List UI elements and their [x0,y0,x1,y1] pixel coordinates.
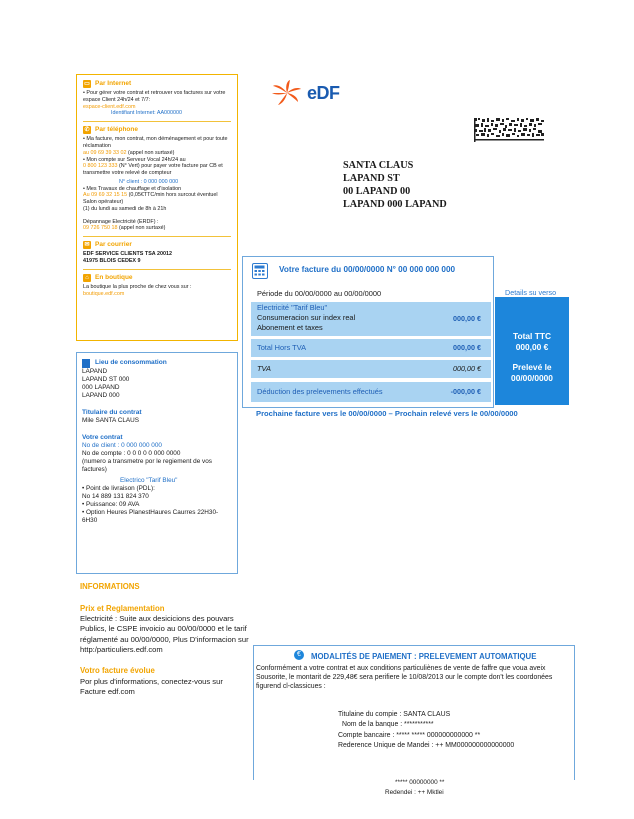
holder-title: Titulaire du contrat [82,409,142,416]
phone-number-1[interactable]: au 09 69 39 33 02 [83,149,127,156]
payment-footer-1: ***** 00000000 ** [395,779,445,786]
details-verso: Details su verso [505,288,557,297]
consumption-address-4: LAPAND 000 [82,392,120,399]
shop-section-title: ⌂ En boutique [83,274,231,282]
total-ht-amount: 000,00 € [453,343,481,352]
tva-amount: 000,00 € [453,364,481,373]
edf-flower-icon [270,80,304,106]
computer-icon: ▭ [84,81,90,88]
internet-identifier: Identifiant Internet: AA000000 [111,110,183,117]
consumption-box [76,352,238,574]
prix-title: Prix et Reglamentation [80,603,165,613]
prelevement-label: Prelevé le [512,362,552,372]
contact-box: ▭ Par Internet • Pour gérer votre contrat et retrouver vos factures sur votre espace Client 24h/24 et 7/7: espace-client.edf.com Identifiant Internet: AA000000 ✆ Par téléphone • Ma facture, mon contrat, mon déménagement et pour toute réclamation au 09 69 39 33 02 (appel non surtaxé) • Mon compte sur Serveur Vocal 24h/24 au 0 800 123 333 (N° Vert) pour payer votre facture par CB et transmettre votre relevé de compteur N° client : 0 000 000 000 • Mes Travaux de chauffage et d'isolation Au 09 69 32 15 15 (0,05€TTC/min hors surcout éventuel Salon opérateur) (1) du lundi au samedi de 8h à 21h Dépannage Electricité (ERDF) : 09 726 750 18 (appel non surtaxé) ✉ Par courrier EDF SERVICE CLIENTS TSA 20012 41975 BLOIS CEDEX 9 ⌂ En boutique La boutique la plus proche de chez vous sur : boutique.edf.com [76,74,238,341]
envelope-icon: ✉ [84,242,90,249]
internet-text: • Pour gérer votre contrat et retrouver vos factures sur votre espace Client 24h/24 et 7/7: [83,90,226,103]
recipient-line-4: LAPAND 000 LAPAND [343,198,447,210]
pdl-number: No 14 889 131 824 370 [82,493,149,501]
account-number: No de compte : 0 0 0 0 0 000 0000 [82,450,181,458]
phone-icon: ✆ [84,127,90,134]
informations-title: INFORMATIONS [80,582,140,591]
next-invoice: Prochaine facture vers le 00/00/0000 – Prochain relevé vers le 00/00/0000 [256,409,518,418]
client-number: N° client : 0 000 000 000 [119,178,179,185]
consumption-address-2: LAPAND ST 000 [82,376,130,383]
payment-footer-2: Redendei : ++ Mktlei [385,788,444,796]
divider [83,236,231,237]
facture-title: Votro facture évolue [80,666,155,676]
total-ttc-label: Total TTC [513,331,551,341]
contract-client-number: No de client : 0 000 000 000 [82,442,162,450]
phone-line-2: • Mon compte sur Serveur Vocal 24h/24 au [83,156,186,163]
total-ht-row [251,339,491,357]
barcode-icon [474,118,544,142]
phone-line-1: • Ma facture, mon contrat, mon déménagement et pour toute réclamation [83,136,228,149]
divider [83,269,231,270]
shop-icon: ⌂ [83,274,91,282]
mail-address-1: EDF SERVICE CLIENTS TSA 20012 [83,251,172,258]
payment-text: Conformément a votre contrat et aux conditions particuliènes de vente de faffre que voua aveix Sousorite, le montarit de 229,48€ sera perifiere le 10/08/2013 our le compte don't les coordonées figurend cl-classicues : [256,665,553,691]
recipient-line-2: LAPAND ST [343,172,400,184]
client-space-link[interactable]: espace-client.edf.com [83,103,136,110]
consumption-address-1: LAPAND [82,368,108,375]
consumption-row [251,302,491,336]
mail-section-title: ✉ Par courrier [84,241,132,249]
invoice-summary [242,256,494,408]
deduction-amount: -000,00 € [450,387,481,396]
recipient-address [343,160,447,212]
consumption-title: Lieu de consommation [82,359,232,368]
shop-text: La boutique la plus proche de chez vous sur : [83,283,192,290]
tarif-label: Electricité "Tarif Bleu" [257,303,328,312]
total-ttc-amount: 000,00 € [515,341,549,352]
offer-name: Electrico "Tarif Bleu" [120,477,178,485]
depannage-label: Dépannage Electricité (ERDF) : [83,218,159,225]
mandate-reference: Rederence Unique de Mandei : ++ MM000000000000000 [338,742,515,750]
deduction-label: Déduction des prelevements effectués [257,387,383,396]
phone-number-2[interactable]: 0 800 123 333 [83,163,118,170]
prelevement-date: 00/00/0000 [511,372,553,383]
phone-section-title: ✆ Par téléphone [84,126,138,134]
edf-logo [270,80,340,106]
consumption-address-3: 000 LAPAND [82,384,120,391]
mail-address-2: 41975 BLOIS CEDEX 9 [83,257,141,264]
calculator-icon [252,263,268,279]
consumption-amount: 000,00 € [453,314,481,323]
phone-hours: (1) du lundi au samedi de 8h à 21h [83,205,167,212]
contract-title: Votre contrat [82,434,123,442]
tva-label: TVA [257,364,271,373]
deduction-row [251,382,491,402]
internet-section-title: ▭ Par Internet [84,80,132,88]
payment-box [253,645,575,780]
subscription-label: Abonement et taxes [257,322,323,332]
total-ttc-box [495,297,569,405]
recipient-line-3: 00 LAPAND 00 [343,185,411,197]
bank-account: Compte bancaire : ***** ***** 000000000000 ** [338,731,481,739]
holder-name: Mile SANTA CLAUS [82,417,140,425]
shop-link[interactable]: boutique.edf.com [83,290,125,297]
power: • Puissance: 09 AVA [82,501,140,509]
invoice-title: Votre facture du 00/00/0000 N° 00 000 000 000 [279,265,456,274]
prix-text: Electricité : Suite aux desicicions des pouvars Publics, le CSPE invoicio au 00/00/0000 et le tarif réglamenté au 00/00/0000, Plus D'informacion sur http:/particuliers.edf.com [80,614,249,654]
tva-row [251,360,491,378]
tariff-option: • Option Heures PlanestHaures Caurres 22H30-6H30 [82,509,219,525]
divider [83,121,231,122]
recipient-line-1: SANTA CLAUS [343,160,414,171]
edf-logo-text: eDF [307,82,340,103]
depannage-number[interactable]: 09 726 750 18 [83,225,118,232]
bank-name: Nom de la banque : *********** [342,721,434,729]
euro-icon: € [294,650,304,660]
total-ht-label: Total Hors TVA [257,343,307,352]
facture-text: Por plus d'informations, conectez-vous sur Facture edf.com [80,676,223,696]
payment-details [338,710,514,751]
account-holder: Titulaine du compie : SANTA CLAUS [338,711,451,718]
phone-number-3[interactable]: Au 09 69 32 15 15 [83,192,128,199]
house-icon [82,359,90,368]
phone-line-3: • Mes Travaux de chauffage et d'isolation [83,185,182,192]
payment-title: MODALITÉS DE PAIEMENT : PRELEVEMENT AUTOMATIQUE [311,652,537,661]
informations [80,582,250,697]
account-note: (numero a transmetre por le regiement de vos factures) [82,458,213,474]
invoice-period: Période du 00/00/0000 au 00/00/0000 [257,289,382,298]
payment-footer [385,778,444,797]
consumption-label: Consumeracion sur index real [257,312,356,322]
pdl-label: • Point de livraison (PDL): [82,485,155,493]
